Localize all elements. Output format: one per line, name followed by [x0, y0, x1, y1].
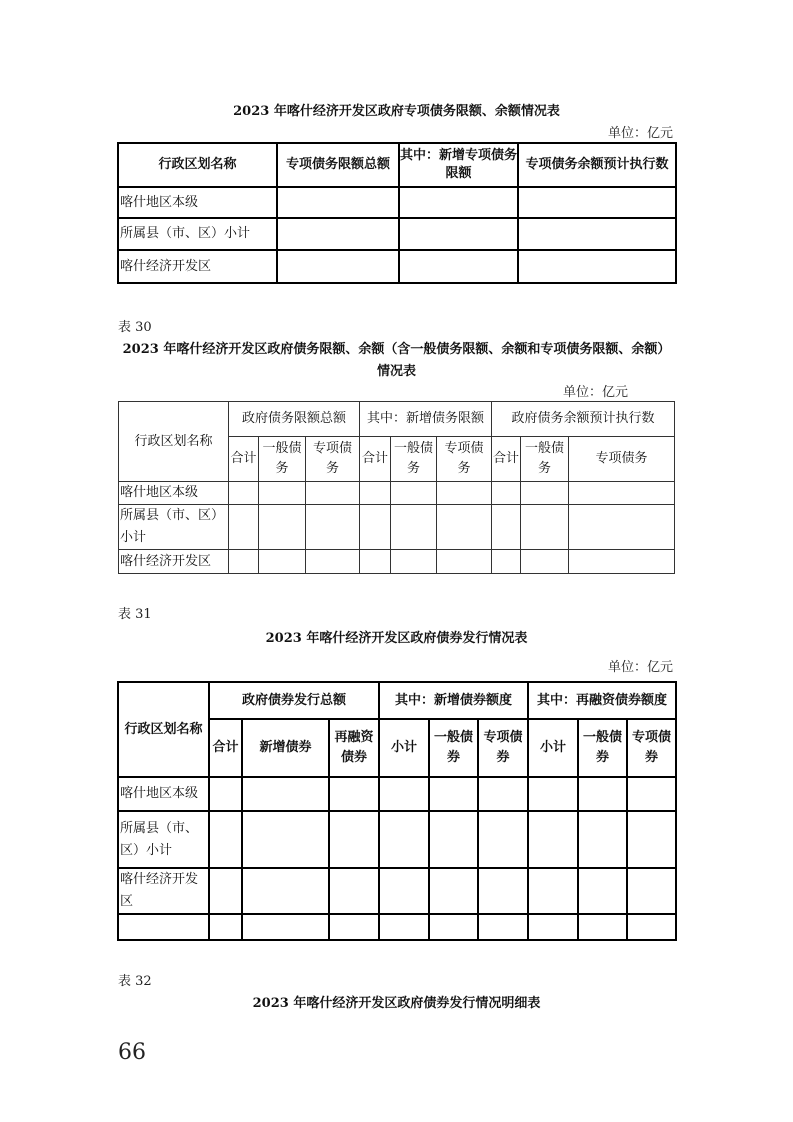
subheader-cell: 再融资债券 [329, 719, 379, 777]
table29 [117, 142, 677, 284]
subheader-cell: 专项债务 [306, 437, 360, 482]
header-cell: 专项债务余额预计执行数 [518, 143, 676, 187]
subheader-cell: 合计 [209, 719, 242, 777]
table30-group-row [119, 402, 675, 437]
table-row [118, 811, 676, 868]
row-label: 所属县（市、区）小计 [118, 811, 209, 868]
row-label [118, 914, 209, 940]
data-cell [518, 187, 676, 218]
table-row [119, 505, 675, 550]
data-cell [391, 550, 437, 574]
row-label: 喀什经济开发区 [118, 868, 209, 914]
subheader-cell: 一般债券 [429, 719, 478, 777]
data-cell [437, 482, 492, 505]
data-cell [528, 914, 578, 940]
row-label: 所属县（市、区）小计 [118, 218, 277, 250]
group-header: 政府债务限额总额 [229, 402, 360, 437]
data-cell [242, 811, 329, 868]
data-cell [399, 250, 518, 283]
data-cell [518, 250, 676, 283]
subheader-cell: 一般债务 [521, 437, 569, 482]
table30-label: 表 30 [118, 320, 152, 335]
data-cell [627, 914, 676, 940]
row-label: 喀什经济开发区 [119, 550, 229, 574]
data-cell [360, 550, 391, 574]
subheader-cell: 小计 [379, 719, 429, 777]
data-cell [478, 811, 528, 868]
data-cell [627, 777, 676, 811]
data-cell [277, 218, 399, 250]
data-cell [521, 550, 569, 574]
group-header: 政府债务余额预计执行数 [492, 402, 675, 437]
group-header: 其中：再融资债券额度 [528, 682, 676, 719]
header-cell: 行政区划名称 [118, 682, 209, 777]
data-cell [209, 811, 242, 868]
data-cell [329, 868, 379, 914]
table-row [118, 868, 676, 914]
subheader-cell: 合计 [360, 437, 391, 482]
data-cell [478, 914, 528, 940]
data-cell [399, 187, 518, 218]
subheader-cell: 专项债券 [478, 719, 528, 777]
row-label: 喀什地区本级 [118, 187, 277, 218]
header-cell: 行政区划名称 [118, 143, 277, 187]
subheader-cell: 专项债务 [437, 437, 492, 482]
data-cell [259, 550, 306, 574]
header-cell: 其中：新增专项债务限额 [399, 143, 518, 187]
data-cell [259, 482, 306, 505]
data-cell [478, 868, 528, 914]
table30-unit: 单位：亿元 [563, 385, 629, 400]
subheader-cell: 新增债券 [242, 719, 329, 777]
data-cell [391, 482, 437, 505]
table30 [118, 401, 675, 574]
data-cell [209, 914, 242, 940]
data-cell [429, 811, 478, 868]
table31-label: 表 31 [118, 607, 152, 622]
group-header: 其中：新增债券额度 [379, 682, 528, 719]
data-cell [429, 914, 478, 940]
data-cell [429, 777, 478, 811]
table31-unit: 单位：亿元 [608, 660, 674, 675]
row-label: 所属县（市、区）小计 [119, 505, 229, 550]
table-row [118, 218, 676, 250]
table31-group-row [118, 682, 676, 719]
group-header: 其中：新增债务限额 [360, 402, 492, 437]
data-cell [229, 505, 259, 550]
data-cell [627, 868, 676, 914]
data-cell [379, 868, 429, 914]
data-cell [360, 505, 391, 550]
subheader-cell: 一般债务 [259, 437, 306, 482]
table30-title-line1: 2023 年喀什经济开发区政府债务限额、余额（含一般债务限额、余额和专项债务限额、余额） [122, 342, 671, 357]
subheader-cell: 合计 [229, 437, 259, 482]
table29-header-row [118, 143, 676, 187]
data-cell [518, 218, 676, 250]
data-cell [528, 777, 578, 811]
table-row [118, 914, 676, 940]
row-label: 喀什经济开发区 [118, 250, 277, 283]
data-cell [578, 777, 627, 811]
data-cell [229, 482, 259, 505]
data-cell [277, 250, 399, 283]
data-cell [569, 482, 675, 505]
data-cell [492, 505, 521, 550]
data-cell [569, 505, 675, 550]
data-cell [306, 505, 360, 550]
data-cell [379, 777, 429, 811]
data-cell [329, 777, 379, 811]
data-cell [229, 550, 259, 574]
subheader-cell: 一般债务 [391, 437, 437, 482]
data-cell [569, 550, 675, 574]
data-cell [360, 482, 391, 505]
subheader-cell: 一般债券 [578, 719, 627, 777]
subheader-cell: 合计 [492, 437, 521, 482]
table-row [118, 777, 676, 811]
page-number: 66 [118, 1040, 146, 1065]
subheader-cell: 专项债务 [569, 437, 675, 482]
data-cell [306, 482, 360, 505]
table31-title: 2023 年喀什经济开发区政府债券发行情况表 [265, 631, 528, 646]
data-cell [478, 777, 528, 811]
table29-unit: 单位：亿元 [608, 126, 674, 141]
data-cell [528, 811, 578, 868]
subheader-cell: 小计 [528, 719, 578, 777]
data-cell [242, 914, 329, 940]
row-label: 喀什地区本级 [119, 482, 229, 505]
table-row [118, 250, 676, 283]
data-cell [578, 811, 627, 868]
header-cell: 专项债务限额总额 [277, 143, 399, 187]
data-cell [379, 811, 429, 868]
data-cell [578, 914, 627, 940]
group-header: 政府债券发行总额 [209, 682, 379, 719]
data-cell [379, 914, 429, 940]
data-cell [259, 505, 306, 550]
data-cell [492, 550, 521, 574]
data-cell [627, 811, 676, 868]
data-cell [329, 811, 379, 868]
data-cell [329, 914, 379, 940]
subheader-cell: 专项债券 [627, 719, 676, 777]
data-cell [242, 777, 329, 811]
data-cell [391, 505, 437, 550]
table32-label: 表 32 [118, 974, 152, 989]
data-cell [521, 505, 569, 550]
data-cell [437, 505, 492, 550]
table-row [119, 482, 675, 505]
table29-title: 2023 年喀什经济开发区政府专项债务限额、余额情况表 [233, 104, 560, 119]
data-cell [492, 482, 521, 505]
data-cell [209, 868, 242, 914]
data-cell [578, 868, 627, 914]
table30-title-line2: 情况表 [376, 364, 416, 379]
data-cell [209, 777, 242, 811]
data-cell [277, 187, 399, 218]
data-cell [528, 868, 578, 914]
data-cell [306, 550, 360, 574]
table-row [118, 187, 676, 218]
data-cell [429, 868, 478, 914]
table31 [117, 681, 677, 941]
data-cell [437, 550, 492, 574]
table-row [119, 550, 675, 574]
header-cell: 行政区划名称 [119, 402, 229, 482]
row-label: 喀什地区本级 [118, 777, 209, 811]
table32-title: 2023 年喀什经济开发区政府债券发行情况明细表 [252, 996, 541, 1011]
data-cell [242, 868, 329, 914]
data-cell [399, 218, 518, 250]
data-cell [521, 482, 569, 505]
